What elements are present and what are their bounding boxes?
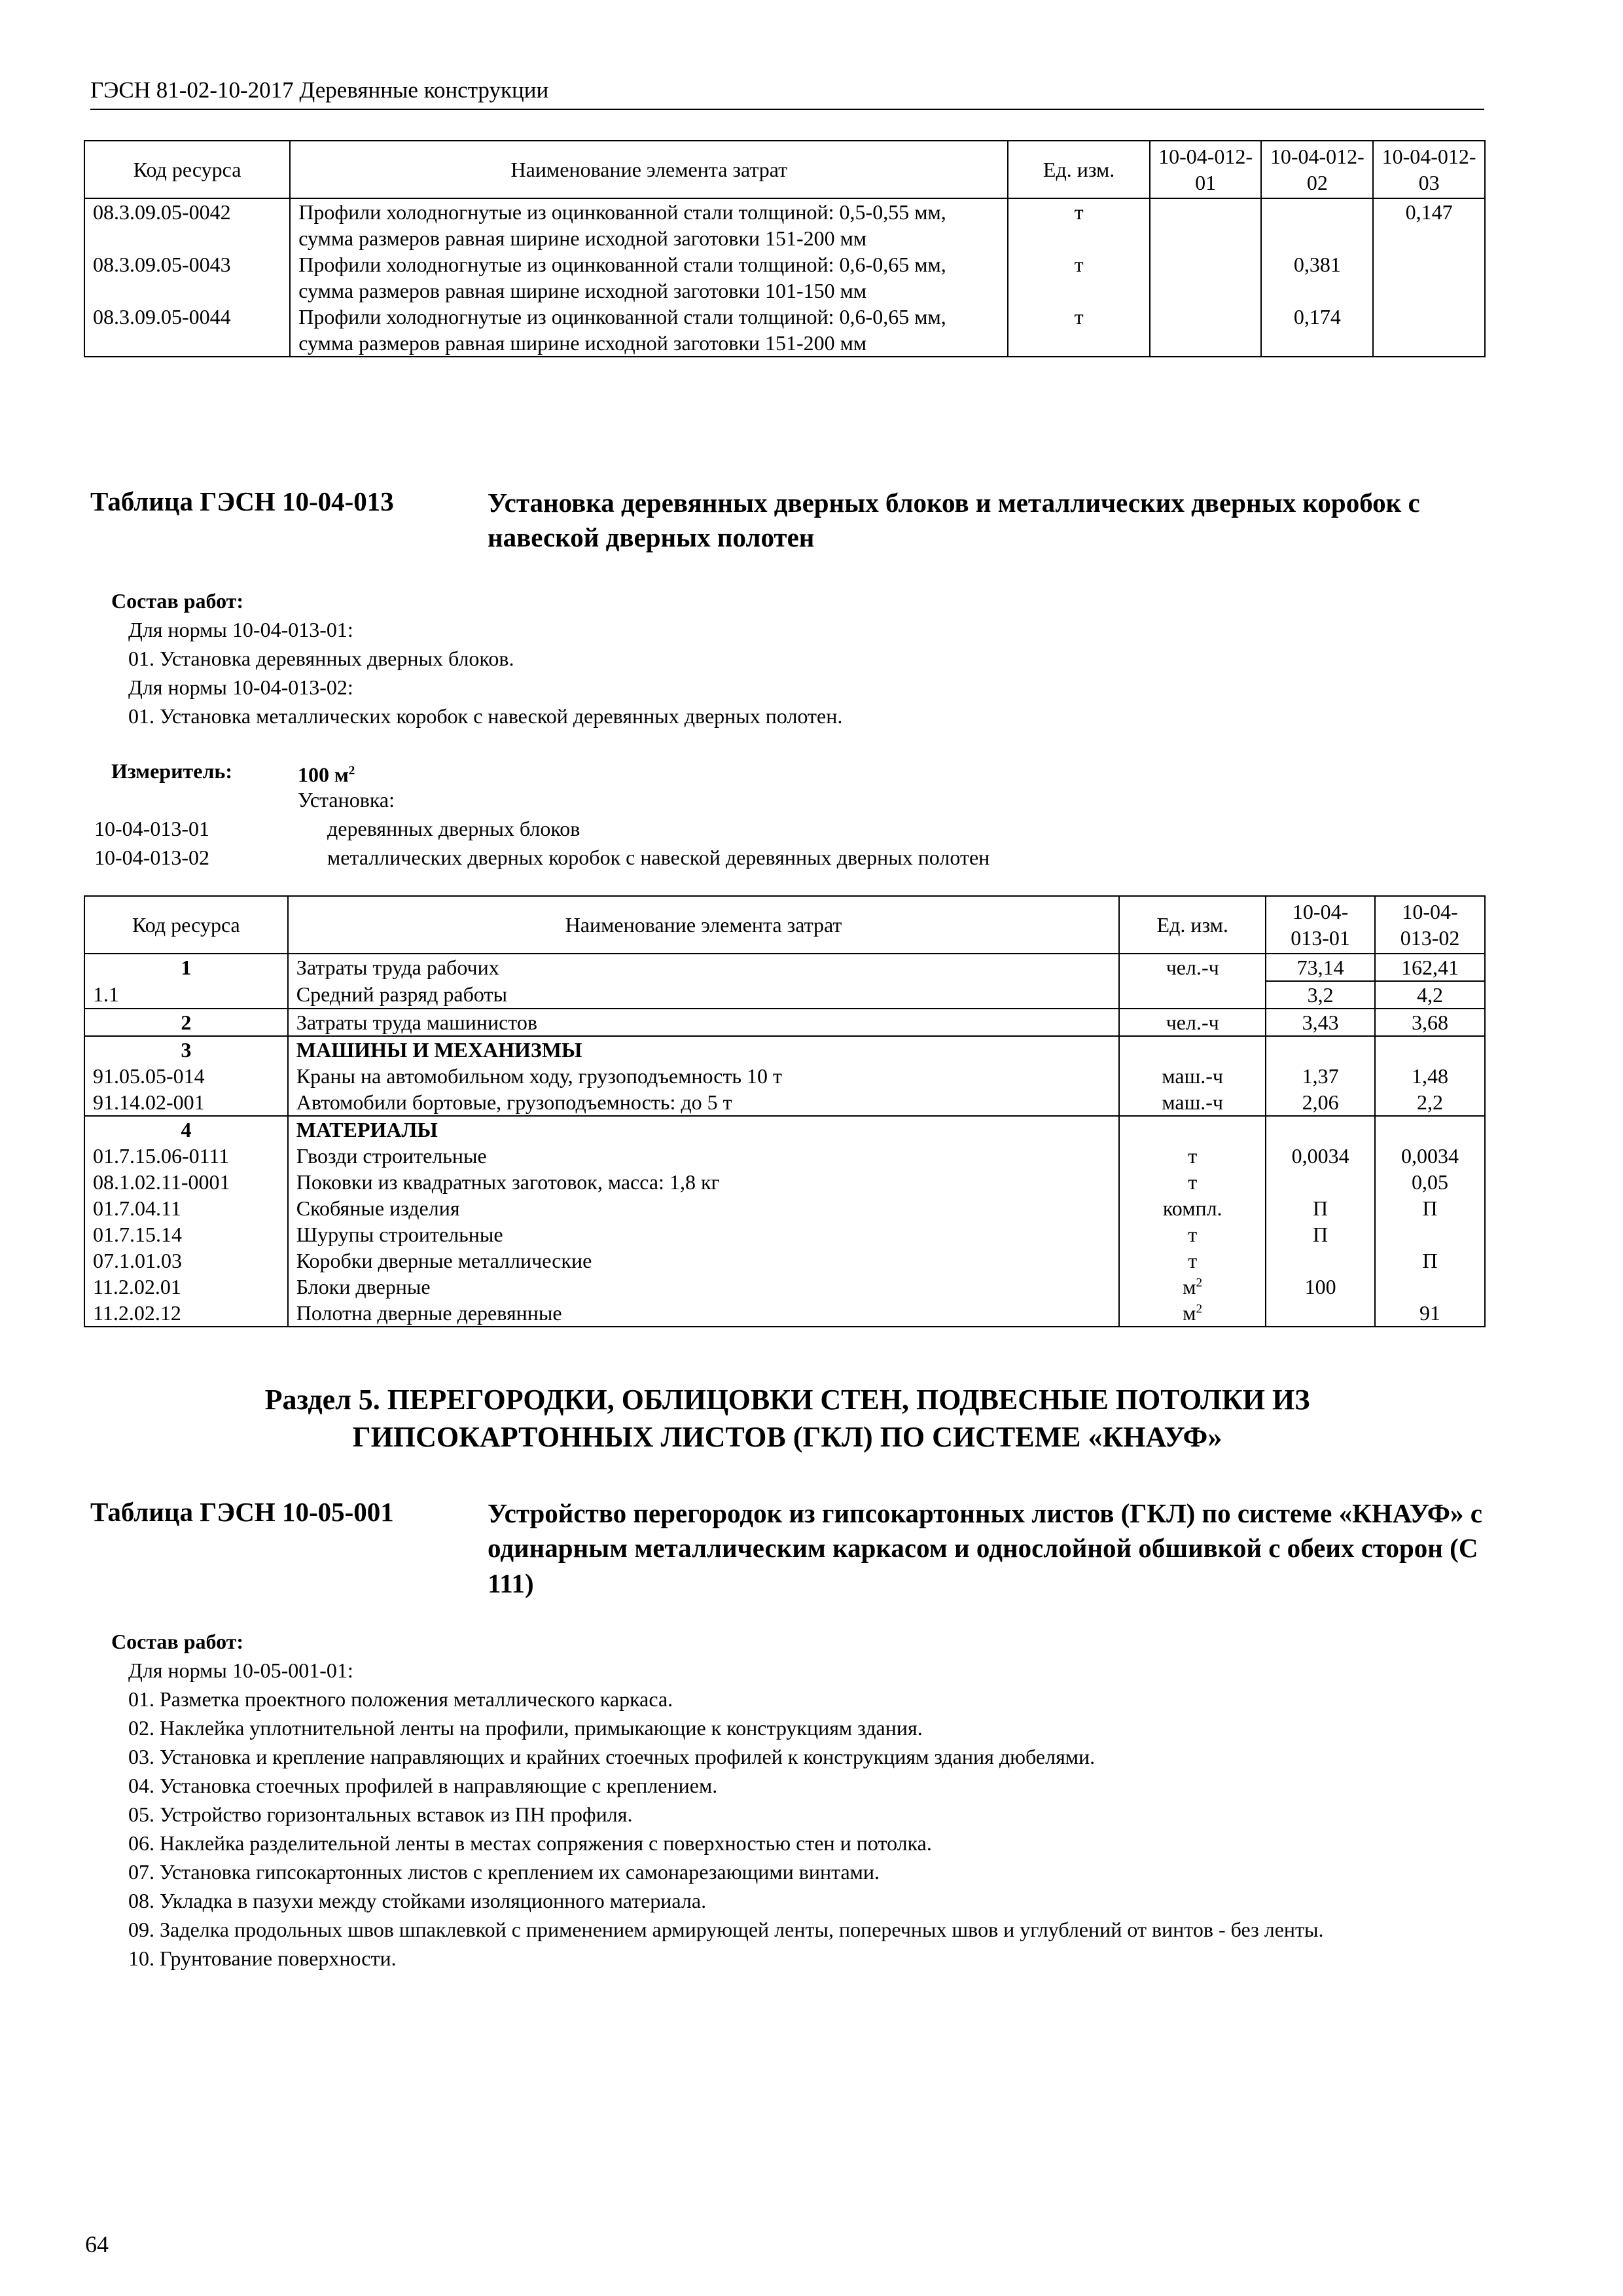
resource-code: 3: [84, 1036, 288, 1063]
col-header-norm-3: 10-04-012-03: [1373, 141, 1485, 198]
resource-code: 4: [84, 1116, 288, 1143]
table-body: [84, 198, 1485, 357]
norm-value: П: [1375, 1247, 1485, 1274]
resource-code: 01.7.15.14: [84, 1221, 288, 1247]
norm-value: 3,43: [1266, 1009, 1375, 1036]
resource-code: 08.3.09.05-0044: [84, 304, 290, 357]
unit-text: компл.: [1162, 1196, 1222, 1220]
norm-value: [1375, 1274, 1485, 1300]
resource-code: 2: [84, 1009, 288, 1036]
resource-name: МАТЕРИАЛЫ: [288, 1116, 1120, 1143]
composition-label: Состав работ:: [111, 1630, 244, 1653]
unit: [1119, 1063, 1266, 1089]
unit-text: т: [1188, 1249, 1198, 1272]
norm-value: 1,48: [1375, 1063, 1485, 1089]
unit: [1119, 1009, 1266, 1036]
norm-value: [1373, 251, 1485, 304]
section-title: [90, 1381, 1484, 1456]
install-label: Установка:: [298, 788, 395, 812]
table-row: [84, 251, 1485, 304]
table-row: [84, 1221, 1485, 1247]
resource-code: 1: [84, 954, 288, 981]
resource-name: Профили холодногнутые из оцинкованной стали толщиной: 0,6-0,65 мм, сумма размеров равная ширине исходной заготовки 101-150 мм: [290, 251, 1008, 304]
norm-value: 73,14: [1266, 954, 1375, 981]
table-body: [84, 954, 1485, 1327]
table-number: Таблица ГЭСН 10-04-013: [90, 486, 394, 516]
table-row: [84, 198, 1485, 251]
resource-name: Коробки дверные металлические: [288, 1247, 1120, 1274]
table-row: [84, 1089, 1485, 1116]
table-number: Таблица ГЭСН 10-05-001: [90, 1497, 394, 1527]
resource-name: Автомобили бортовые, грузоподъемность: до 5 т: [288, 1089, 1120, 1116]
header-rule: [90, 109, 1484, 110]
unit-text: м: [1183, 1301, 1196, 1325]
resource-name: МАШИНЫ И МЕХАНИЗМЫ: [288, 1036, 1120, 1063]
table-row: [84, 1195, 1485, 1221]
work-composition-001: [111, 1627, 1479, 1973]
norm-value: 1,37: [1266, 1063, 1375, 1089]
unit: [1119, 1169, 1266, 1195]
unit: т: [1008, 251, 1149, 304]
resource-name: Поковки из квадратных заготовок, масса: 1,8 кг: [288, 1169, 1120, 1195]
col-header-unit: Ед. изм.: [1119, 896, 1266, 954]
section-title-line-1: Раздел 5. ПЕРЕГОРОДКИ, ОБЛИЦОВКИ СТЕН, ПОДВЕСНЫЕ ПОТОЛКИ ИЗ: [264, 1384, 1310, 1416]
norm-value: 3,68: [1375, 1009, 1485, 1036]
norm-value: [1266, 1116, 1375, 1143]
col-header-unit: Ед. изм.: [1008, 141, 1149, 198]
unit-text: чел.-ч: [1166, 956, 1219, 979]
norm-value: [1375, 1116, 1485, 1143]
col-header-name: Наименование элемента затрат: [288, 896, 1120, 954]
col-header-norm-2: 10-04-013-02: [1375, 896, 1485, 954]
resource-code: 01.7.15.06-0111: [84, 1143, 288, 1169]
composition-item: 06. Наклейка разделительной ленты в местах сопряжения с поверхностью стен и потолка.: [128, 1831, 932, 1855]
unit: [1119, 1300, 1266, 1327]
unit-text: т: [1188, 1170, 1198, 1194]
resource-name: Профили холодногнутые из оцинкованной стали толщиной: 0,6-0,65 мм, сумма размеров равная ширине исходной заготовки 151-200 мм: [290, 304, 1008, 357]
composition-item: 04. Установка стоечных профилей в направляющие с креплением.: [128, 1774, 718, 1797]
norm-value: 100: [1266, 1274, 1375, 1300]
norm-desc-1: деревянных дверных блоков: [327, 817, 580, 840]
composition-item: 09. Заделка продольных швов шпаклевкой с применением армирующей ленты, поперечных швов и углублений от винтов - без ленты.: [128, 1918, 1324, 1941]
resource-code: 08.3.09.05-0042: [84, 198, 290, 251]
composition-item: 05. Устройство горизонтальных вставок из ПН профиля.: [128, 1803, 633, 1826]
resource-name: Блоки дверные: [288, 1274, 1120, 1300]
col-header-name: Наименование элемента затрат: [290, 141, 1008, 198]
unit-text: маш.-ч: [1162, 1090, 1224, 1114]
resource-code: 08.3.09.05-0043: [84, 251, 290, 304]
col-header-norm-2: 10-04-012-02: [1261, 141, 1373, 198]
unit: [1119, 1089, 1266, 1116]
norm-value: 2,06: [1266, 1089, 1375, 1116]
resource-code: 11.2.02.01: [84, 1274, 288, 1300]
resource-code: 1.1: [84, 981, 288, 1009]
meter-label: Измеритель:: [111, 759, 232, 783]
composition-item: 03. Установка и крепление направляющих и крайних стоечных профилей к конструкциям здания дюбелями.: [128, 1745, 1096, 1768]
norm-value: 2,2: [1375, 1089, 1485, 1116]
norm-desc-2: металлических дверных коробок с навеской деревянных дверных полотен: [327, 846, 990, 869]
norm-value: П: [1266, 1195, 1375, 1221]
resource-name: Краны на автомобильном ходу, грузоподъемность 10 т: [288, 1063, 1120, 1089]
composition-item: 02. Наклейка уплотнительной ленты на профили, примыкающие к конструкциям здания.: [128, 1716, 923, 1740]
unit: т: [1008, 304, 1149, 357]
norm-value: [1261, 198, 1373, 251]
table-row: [84, 1300, 1485, 1327]
resource-code: 01.7.04.11: [84, 1195, 288, 1221]
norm-value: 0,381: [1261, 251, 1373, 304]
meter-value: 100 $м^2$: [298, 762, 355, 787]
table-row: [84, 954, 1485, 981]
norm-value: [1266, 1036, 1375, 1063]
table-row: [84, 1036, 1485, 1063]
norm-value: [1375, 1221, 1485, 1247]
norm-value: [1150, 304, 1262, 357]
composition-item: 08. Укладка в пазухи между стойками изоляционного материала.: [128, 1889, 707, 1912]
composition-item: 07. Установка гипсокартонных листов с креплением их самонарезающими винтами.: [128, 1860, 880, 1884]
resource-table-012: [84, 140, 1486, 357]
unit-text: т: [1188, 1223, 1198, 1246]
table-row: [84, 1063, 1485, 1089]
resource-name: Шурупы строительные: [288, 1221, 1120, 1247]
table-row: [84, 304, 1485, 357]
norm-value: [1150, 198, 1262, 251]
table-row: [84, 1116, 1485, 1143]
resource-code: 91.14.02-001: [84, 1089, 288, 1116]
unit: [1119, 1143, 1266, 1169]
unit: [1119, 1221, 1266, 1247]
table-row: [84, 1274, 1485, 1300]
unit-superscript: 2: [1196, 1276, 1203, 1290]
resource-name: Средний разряд работы: [288, 981, 1120, 1009]
resource-code: 11.2.02.12: [84, 1300, 288, 1327]
col-header-code: Код ресурса: [84, 896, 288, 954]
unit: [1119, 1116, 1266, 1143]
resource-name: Гвозди строительные: [288, 1143, 1120, 1169]
composition-label: Состав работ:: [111, 589, 244, 613]
unit-text: маш.-ч: [1162, 1064, 1224, 1088]
norm-value: 0,0034: [1375, 1143, 1485, 1169]
norm-value: 0,0034: [1266, 1143, 1375, 1169]
composition-item: Для нормы 10-04-013-02:: [128, 675, 353, 699]
table-title: Установка деревянных дверных блоков и металлических дверных коробок с навеской дверных полотен: [488, 488, 1420, 553]
unit: [1119, 1274, 1266, 1300]
unit: [1119, 1036, 1266, 1063]
table-row: [84, 1169, 1485, 1195]
col-header-norm-1: 10-04-013-01: [1266, 896, 1375, 954]
unit-text: т: [1188, 1144, 1198, 1168]
col-header-code: Код ресурса: [84, 141, 290, 198]
norm-code-1: 10-04-013-01: [94, 817, 209, 840]
unit: [1119, 1247, 1266, 1274]
section-title-line-2: ГИПСОКАРТОННЫХ ЛИСТОВ (ГКЛ) ПО СИСТЕМЕ «КНАУФ»: [352, 1421, 1222, 1454]
unit-text: чел.-ч: [1166, 1011, 1219, 1034]
norm-value: [1266, 1169, 1375, 1195]
norm-value: [1150, 251, 1262, 304]
table-row: [84, 981, 1485, 1009]
composition-list: [111, 1656, 1479, 1973]
resource-name: Затраты труда рабочих: [288, 954, 1120, 981]
table-row: [84, 1143, 1485, 1169]
norm-value: 0,174: [1261, 304, 1373, 357]
norm-value: 3,2: [1266, 981, 1375, 1009]
norm-value: 4,2: [1375, 981, 1485, 1009]
resource-table-013: [84, 895, 1486, 1327]
resource-name: Скобяные изделия: [288, 1195, 1120, 1221]
unit: [1119, 1195, 1266, 1221]
norm-value: [1373, 304, 1485, 357]
norm-value: 162,41: [1375, 954, 1485, 981]
norm-value: 91: [1375, 1300, 1485, 1327]
norm-value: [1266, 1300, 1375, 1327]
composition-item: 01. Установка деревянных дверных блоков.: [128, 647, 514, 670]
norm-value: [1375, 1036, 1485, 1063]
resource-code: 08.1.02.11-0001: [84, 1169, 288, 1195]
unit: [1119, 954, 1266, 981]
page-number: 64: [85, 2231, 109, 2257]
composition-item: 01. Разметка проектного положения металлического каркаса.: [128, 1687, 673, 1711]
resource-name: Профили холодногнутые из оцинкованной стали толщиной: 0,5-0,55 мм, сумма размеров равная ширине исходной заготовки 151-200 мм: [290, 198, 1008, 251]
composition-item: 10. Грунтование поверхности.: [128, 1946, 397, 1970]
norm-value: 0,147: [1373, 198, 1485, 251]
unit: [1119, 981, 1266, 1009]
norm-value: [1266, 1247, 1375, 1274]
resource-name: Полотна дверные деревянные: [288, 1300, 1120, 1327]
resource-code: 07.1.01.03: [84, 1247, 288, 1274]
resource-name: Затраты труда машинистов: [288, 1009, 1120, 1036]
resource-code: 91.05.05-014: [84, 1063, 288, 1089]
table-header-row: [84, 141, 1485, 198]
unit-text: м: [1183, 1275, 1196, 1299]
unit: т: [1008, 198, 1149, 251]
running-header: ГЭСН 81-02-10-2017 Деревянные конструкции: [90, 77, 549, 103]
table-row: [84, 1247, 1485, 1274]
table-row: [84, 1009, 1485, 1036]
table-title: Устройство перегородок из гипсокартонных листов (ГКЛ) по системе «КНАУФ» с одинарным металлическим каркасом и однослойной обшивкой с обеих сторон (С 111): [488, 1498, 1482, 1598]
composition-item: Для нормы 10-05-001-01:: [128, 1659, 353, 1682]
col-header-norm-1: 10-04-012-01: [1150, 141, 1262, 198]
composition-item: 01. Установка металлических коробок с навеской деревянных дверных полотен.: [128, 704, 843, 728]
norm-value: П: [1266, 1221, 1375, 1247]
table-header-row: [84, 896, 1485, 954]
norm-code-2: 10-04-013-02: [94, 846, 209, 869]
work-composition-013: [111, 586, 1472, 730]
composition-item: Для нормы 10-04-013-01:: [128, 618, 353, 641]
norm-value: 0,05: [1375, 1169, 1485, 1195]
norm-value: П: [1375, 1195, 1485, 1221]
unit-superscript: 2: [1196, 1302, 1203, 1316]
